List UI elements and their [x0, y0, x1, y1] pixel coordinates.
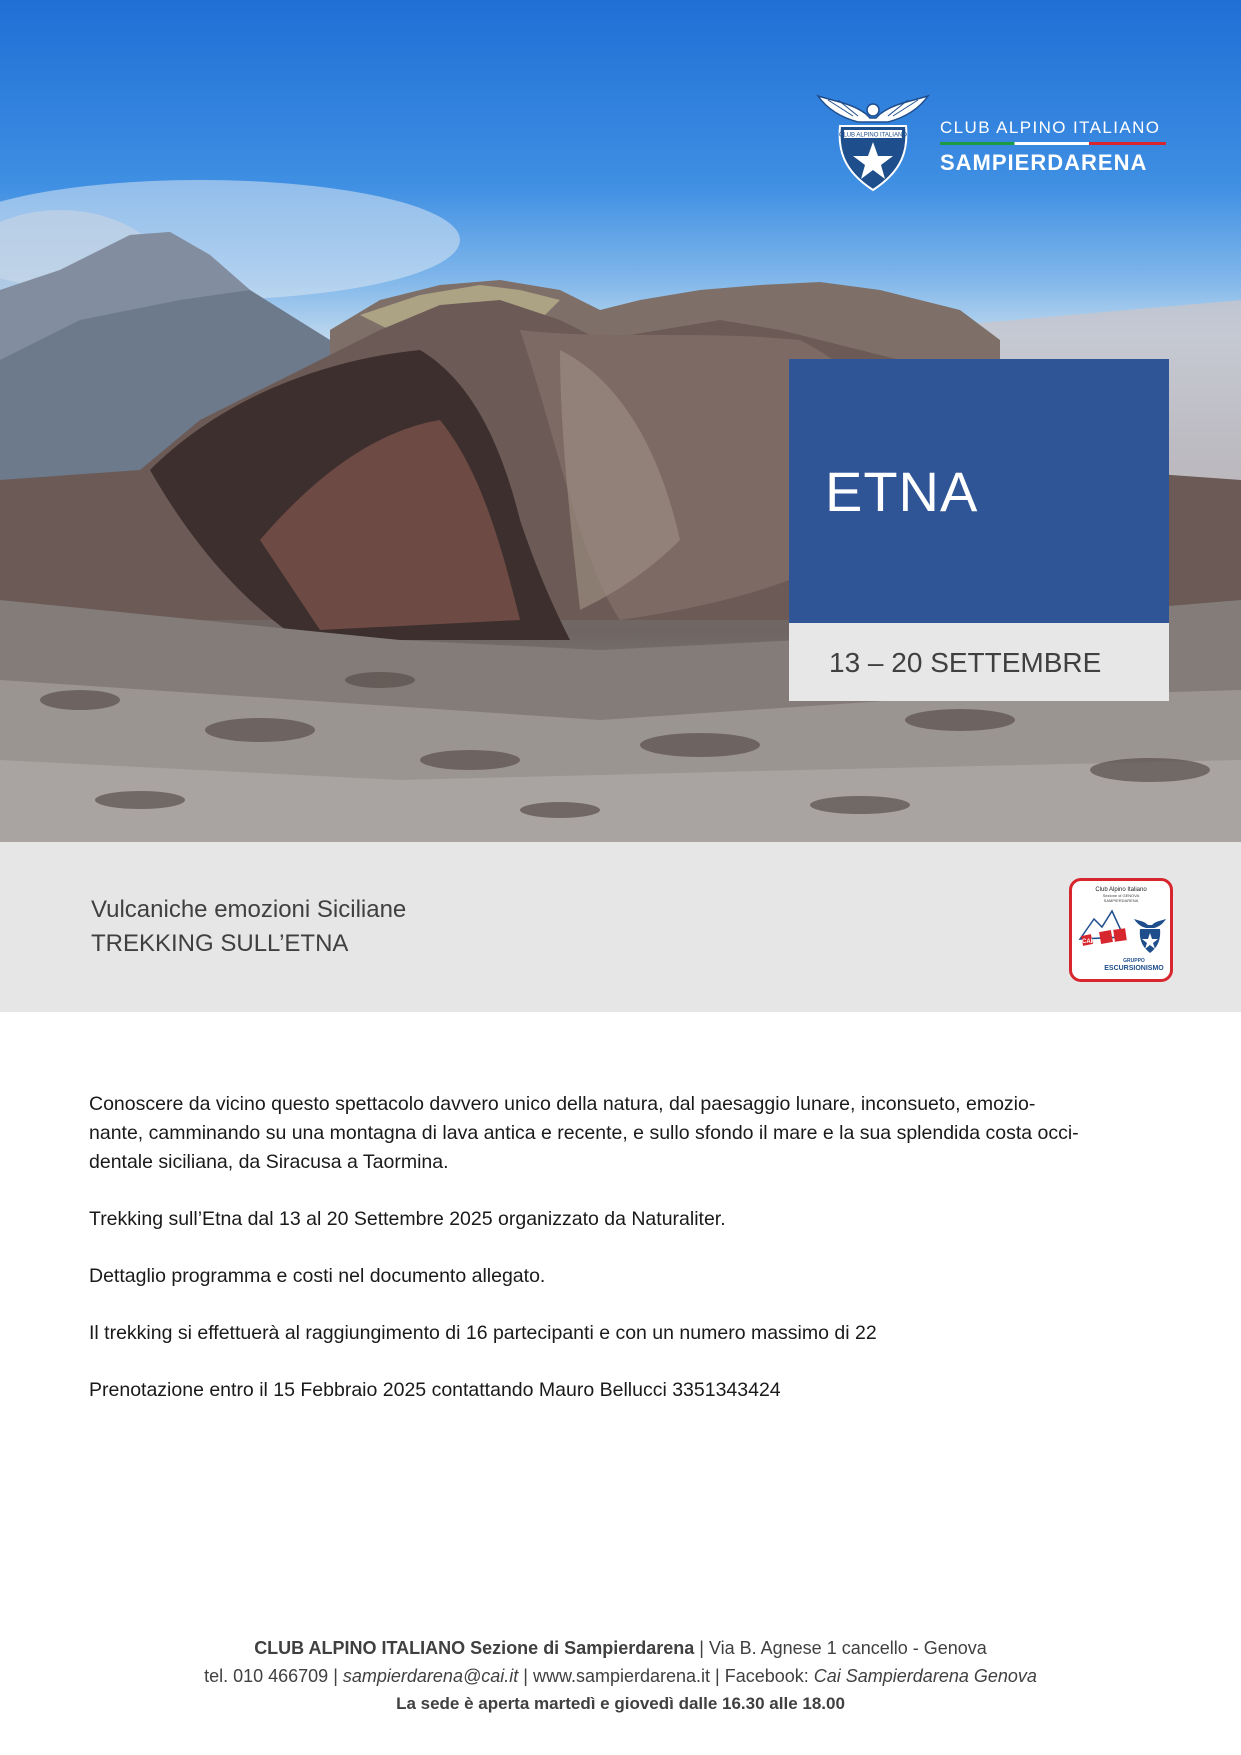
subtitle-secondary: TREKKING SULL’ETNA	[91, 930, 349, 957]
cai-sampierdarena-logo	[808, 88, 1168, 198]
gruppo-escursionismo-badge	[1069, 878, 1173, 982]
paragraph-trekking-dates: Trekking sull’Etna dal 13 al 20 Settembre 2025 organizzato da Naturaliter.	[89, 1208, 726, 1230]
paragraph-intro	[89, 1090, 1149, 1177]
footer-line-2	[0, 1662, 1241, 1690]
footer-address: | Via B. Agnese 1 cancello - Genova	[699, 1638, 987, 1658]
title-box	[789, 359, 1169, 623]
emblem-text: CLUB ALPINO ITALIANO	[839, 132, 907, 139]
badge-line3: SAMPIERDARENA	[1103, 898, 1139, 903]
footer-facebook-link[interactable]: Cai Sampierdarena Genova	[813, 1666, 1037, 1686]
footer-org: CLUB ALPINO ITALIANO Sezione di Sampierdarena	[254, 1638, 695, 1658]
mountain-flags-eagle-icon	[1072, 881, 1170, 979]
intro-line-1: Conoscere da vicino questo spettacolo davvero unico della natura, dal paesaggio lunare, inconsueto, emozio-	[89, 1093, 1036, 1115]
footer-website[interactable]: | www.sampierdarena.it | Facebook:	[523, 1666, 809, 1686]
date-box	[789, 623, 1169, 701]
hero-photo	[0, 0, 1241, 842]
badge-line1: Club Alpino Italiano	[1095, 887, 1147, 893]
org-name: CLUB ALPINO ITALIANO	[940, 118, 1161, 137]
section-name: SAMPIERDARENA	[940, 150, 1148, 175]
paragraph-booking: Prenotazione entro il 15 Febbraio 2025 contattando Mauro Bellucci 3351343424	[89, 1379, 781, 1401]
badge-line4: GRUPPO	[1123, 958, 1145, 964]
event-dates: 13 – 20 SETTEMBRE	[829, 647, 1102, 678]
badge-line5: ESCURSIONISMO	[1104, 965, 1164, 972]
intro-line-2: nante, camminando su una montagna di lava antica e recente, e sullo sfondo il mare e la sua splendida costa occi-	[89, 1122, 1079, 1144]
eagle-star-shield-icon	[808, 88, 938, 198]
footer-line-1	[0, 1634, 1241, 1662]
badge-line2: Sezione di GENOVA	[1102, 893, 1140, 898]
intro-line-3: dentale siciliana, da Siracusa a Taormina.	[89, 1151, 449, 1173]
footer-tel: tel. 010 466709 |	[204, 1666, 338, 1686]
body-text	[89, 1090, 1149, 1433]
subtitle-band	[0, 842, 1241, 1012]
footer	[0, 1634, 1241, 1718]
footer-opening-hours: La sede è aperta martedì e giovedì dalle 16.30 alle 18.00	[396, 1694, 845, 1713]
subtitle-primary: Vulcaniche emozioni Siciliane	[91, 896, 407, 923]
badge-mark: CAI	[1082, 939, 1093, 945]
paragraph-participants: Il trekking si effettuerà al raggiungimento di 16 partecipanti e con un numero massimo di 22	[89, 1322, 877, 1344]
footer-email-link[interactable]: sampierdarena@cai.it	[342, 1666, 519, 1686]
paragraph-program-details: Dettaglio programma e costi nel documento allegato.	[89, 1265, 546, 1287]
tricolor-divider	[940, 142, 1166, 145]
page-title: ETNA	[825, 460, 979, 523]
